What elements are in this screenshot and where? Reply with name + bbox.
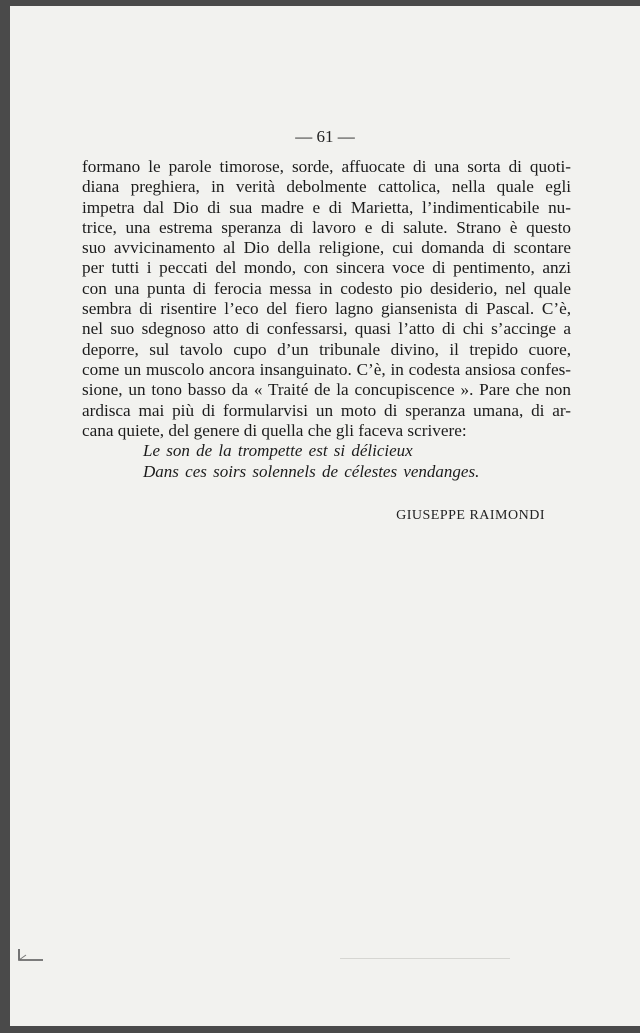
paragraph-line: trice, una estrema speranza di lavoro e di salute. Strano è questo [82, 217, 571, 237]
body-paragraph [82, 157, 571, 441]
faint-rule [340, 958, 510, 959]
verse-line: Dans ces soirs solennels de célestes vendanges. [143, 462, 480, 481]
page-number: — 61 — [295, 127, 355, 146]
corner-scan-mark [18, 949, 44, 961]
paragraph-line: cana quiete, del genere di quella che gli faceva scrivere: [82, 420, 467, 440]
book-page [10, 6, 640, 1026]
paragraph-line: nel suo sdegnoso atto di confessarsi, quasi l’atto di chi s’accinge a [82, 319, 571, 339]
paragraph-line: come un muscolo ancora insanguinato. C’è, in codesta ansiosa confes- [82, 359, 571, 379]
paragraph-line: formano le parole timorose, sorde, affuocate di una sorta di quoti- [82, 157, 571, 176]
verse-quote [143, 440, 563, 482]
paragraph-line: suo avvicinamento al Dio della religione, cui domanda di scontare [82, 238, 571, 258]
paragraph-line: deporre, sul tavolo cupo d’un tribunale divino, il trepido cuore, [82, 339, 571, 359]
paragraph-line: sembra di risentire l’eco del fiero lagno giansenista di Pascal. C’è, [82, 299, 571, 319]
author-signature: GIUSEPPE RAIMONDI [396, 508, 545, 523]
paragraph-line: diana preghiera, in verità debolmente cattolica, nella quale egli [82, 177, 571, 197]
paragraph-line: ardisca mai più di formularvisi un moto di speranza umana, di ar- [82, 400, 571, 420]
verse-line: Le son de la trompette est si délicieux [143, 441, 413, 460]
paragraph-line: per tutti i peccati del mondo, con sincera voce di pentimento, anzi [82, 258, 571, 278]
paragraph-line: con una punta di ferocia messa in codesto pio desiderio, nel quale [82, 278, 571, 298]
paragraph-line: impetra dal Dio di sua madre e di Marietta, l’indimenticabile nu- [82, 197, 571, 217]
paragraph-line: sione, un tono basso da « Traité de la concupiscence ». Pare che non [82, 380, 571, 400]
